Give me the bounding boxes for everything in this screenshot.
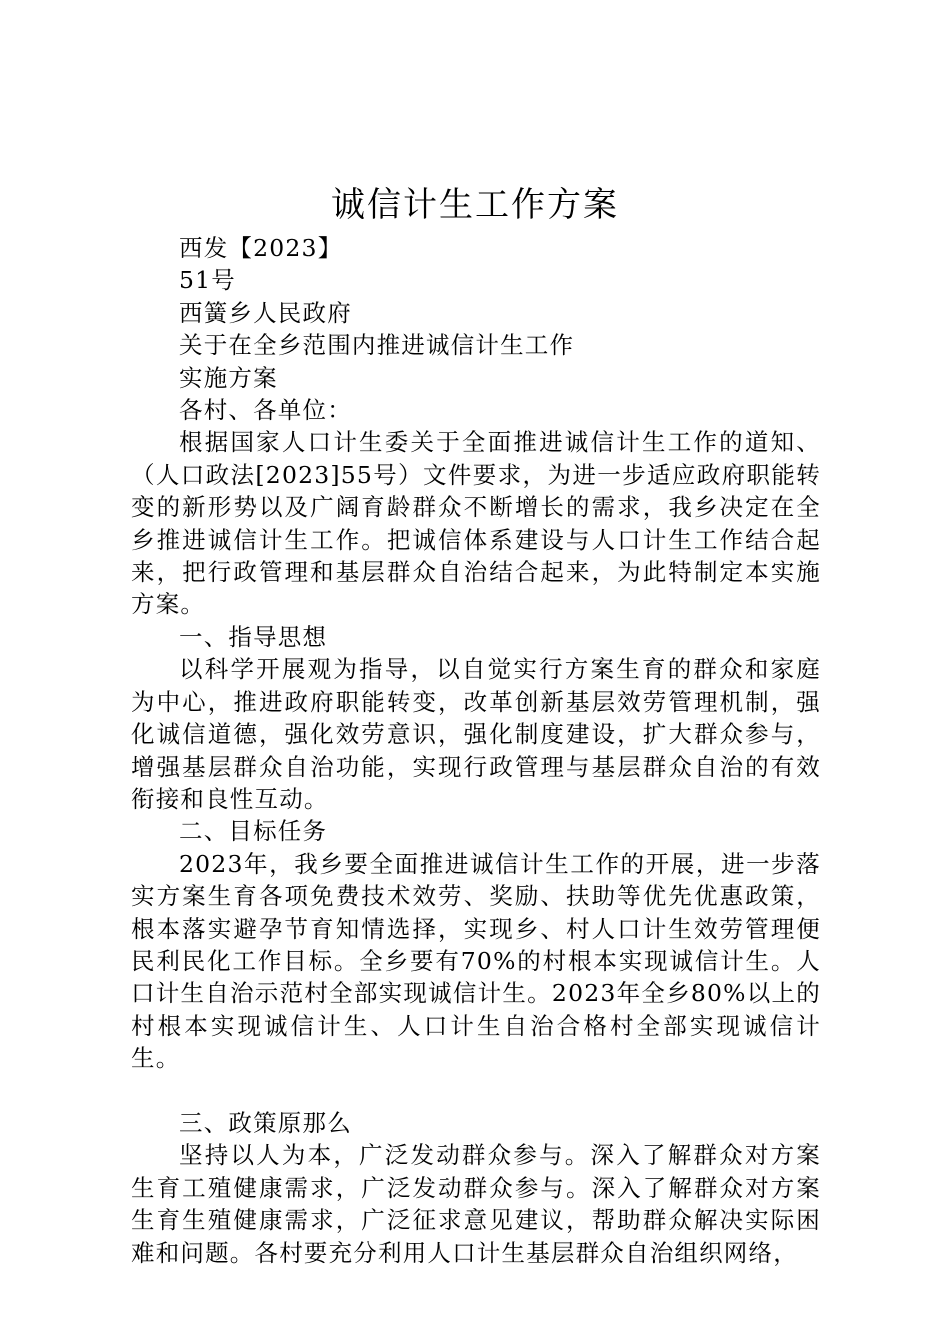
blank-line (131, 1075, 821, 1107)
section-heading: 二、目标任务 (179, 817, 328, 846)
document-body (131, 232, 821, 1269)
section-heading: 三、政策原那么 (179, 1108, 352, 1137)
doc-number-line: 西发【2023】 (179, 234, 343, 262)
document-title: 诚信计生工作方案 (331, 185, 619, 225)
doc-number-suffix: 51号 (179, 266, 237, 295)
subject-line-2: 实施方案 (179, 363, 278, 392)
subject-line: 关于在全乡范围内推进诚信计生工作 (179, 331, 575, 360)
intro-paragraph: 根据国家人口计生委关于全面推进诚信计生工作的道知、（人口政法[2023]55号）文件要求，为进一步适应政府职能转变的新形势以及广阔育龄群众不断增长的需求，我乡决定在全乡推进诚信计生工作。把诚信体系建设与人口计生工作结合起来，把行政管理和基层群众自治结合起来，为此特制定本实施方案。 (131, 428, 821, 619)
section-paragraph: 2023年，我乡要全面推进诚信计生工作的开展，进一步落实方案生育各项免费技术效劳、奖励、扶助等优先优惠政策，根本落实避孕节育知情选择，实现乡、村人口计生效劳管理便民利民化工作目标。全乡要有70%的村根本实现诚信计生。人口计生自治示范村全部实现诚信计生。2023年全乡80%以上的村根本实现诚信计生、人口计生自治合格村全部实现诚信计生。 (131, 849, 821, 1073)
issuer-line: 西簧乡人民政府 (179, 298, 352, 327)
section-heading: 一、指导思想 (179, 622, 328, 651)
salutation: 各村、各单位： (179, 396, 352, 425)
section-paragraph: 以科学开展观为指导，以自觉实行方案生育的群众和家庭为中心，推进政府职能转变，改革创新基层效劳管理机制，强化诚信道德，强化效劳意识，强化制度建设，扩大群众参与，增强基层群众自治功能，实现行政管理与基层群众自治的有效衔接和良性互动。 (131, 655, 821, 813)
section-paragraph: 坚持以人为本，广泛发动群众参与。深入了解群众对方案生育工殖健康需求，广泛发动群众参与。深入了解群众对方案生育生殖健康需求，广泛征求意见建议，帮助群众解决实际困难和问题。各村要充分利用人口计生基层群众自治组织网络， (131, 1141, 821, 1267)
